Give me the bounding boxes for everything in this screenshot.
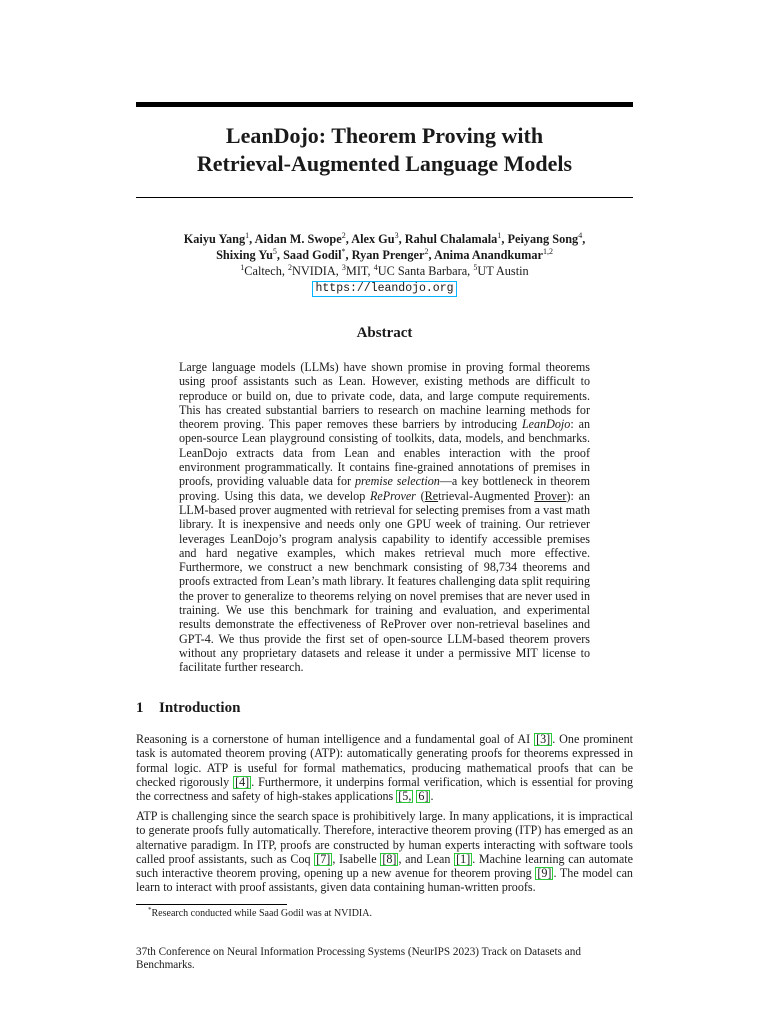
abstract-underline-re: Re — [424, 488, 439, 503]
citation-link[interactable]: [3] — [536, 732, 551, 746]
abstract-text: Large language models (LLMs) have shown promise in proving formal theorems using proof assistants such as Lean. However, existing methods are difficult to reproduce or build on, due to private code, data, and large compute requirements. This has created substantial barriers to research on machine learning methods for theorem proving. This paper removes these barriers by introducing — [179, 360, 590, 432]
author-name: Aidan M. Swope — [254, 232, 342, 246]
paragraph-text: . Machine learning can automate such interactive theorem proving, opening up a new avenue for theorem proving — [136, 851, 633, 881]
citation-link[interactable]: [5, — [398, 789, 412, 804]
author-name: Saad Godil — [283, 248, 342, 262]
citation-link[interactable]: [9] — [537, 866, 552, 881]
title-line-2: Retrieval-Augmented Language Models — [196, 151, 573, 176]
paragraph-text: . One prominent task is automated theorem proving (ATP): automatically generating proofs for theorems expressed in formal logic. ATP is useful for formal mathematics, producing mathematical proofs that can be checked rigorously — [136, 732, 633, 789]
paragraph-text: . The model can learn to interact with proof assistants, given data containing human-written proofs. — [136, 866, 633, 895]
paragraph-text: , Isabelle — [332, 851, 381, 866]
affil-name: UC Santa Barbara — [377, 264, 468, 278]
author-name: Ryan Prenger — [351, 248, 425, 262]
abstract-emph-leandojo: LeanDojo — [521, 417, 571, 432]
intro-paragraph-1 — [136, 732, 633, 803]
affil-name: NVIDIA — [292, 264, 336, 278]
paragraph-text: . Furthermore, it underpins formal verification, which is essential for proving the correctness and safety of high-stakes applications — [136, 774, 633, 804]
abstract-text: ( — [415, 488, 425, 503]
author-name: Peiyang Song — [507, 232, 579, 246]
footnote-mark: * — [148, 906, 152, 914]
title-top-rule — [136, 102, 633, 107]
paper-title — [136, 122, 633, 178]
author-affil-mark: 5 — [272, 247, 277, 256]
author-name: Rahul Chalamala — [404, 232, 498, 246]
paragraph-text: Reasoning is a cornerstone of human intelligence and a fundamental goal of AI — [136, 732, 535, 746]
section-number: 1 — [136, 700, 144, 716]
author-name: Anima Anandkumar — [433, 248, 543, 262]
citation-link[interactable]: 6] — [418, 789, 429, 804]
affil-name: MIT — [345, 264, 368, 278]
author-line-1: Kaiyu Yang$^1$, Aidan M. Swope$^2$, Alex Gu$^3$, Rahul Chalamala$^1$, Peiyang Song$^4$, — [183, 231, 586, 246]
title-line-1: LeanDojo: Theorem Proving with — [225, 123, 544, 148]
paragraph-text: , and Lean — [398, 851, 455, 866]
footnote — [148, 908, 372, 920]
affil-mark: 5 — [473, 263, 478, 272]
citation-link[interactable]: [7] — [316, 851, 331, 866]
affiliations-line: $^1$Caltech, $^2$NVIDIA, $^3$MIT, $^4$UC Santa Barbara, $^5$UT Austin — [240, 263, 529, 278]
affil-mark: 1 — [240, 263, 245, 272]
paragraph-text: ATP is challenging since the search space is prohibitively large. In many applications, it is impractical to generate proofs fully automatically. Therefore, interactive theorem proving (ITP) has emerged as an alternative paradigm. In ITP, proofs are constructed by human experts interacting with software tools called proof assistants, such as Coq — [136, 809, 633, 866]
author-name: Shixing Yu — [216, 248, 273, 262]
section-heading-introduction — [136, 700, 633, 717]
conference-note: 37th Conference on Neural Information Processing Systems (NeurIPS 2023) Track on Datasets and Benchmarks. — [136, 946, 581, 971]
affil-mark: 4 — [373, 263, 378, 272]
paragraph-text: . — [430, 789, 434, 804]
url-line — [136, 279, 633, 297]
intro-paragraph-2 — [136, 809, 633, 895]
author-affil-mark: 2 — [424, 247, 429, 256]
author-affil-mark: 1 — [497, 231, 502, 240]
citation-link[interactable]: [8] — [382, 851, 397, 866]
abstract-text: ): an LLM-based prover augmented with retrieval for selecting premises from a vast math library. It is inexpensive and needs only one GPU week of training. Our retriever leverages LeanDojo’s program analysis capability to identify accessible premises and hard negative examples, which makes retrieval much more effective. Furthermore, we construct a new benchmark consisting of 98,734 theorems and proofs extracted from Lean’s math library. It features challenging data split requiring the prover to generalize to theorems relying on novel premises that are never used in training. We use this benchmark for training and evaluation, and experimental results demonstrate the effectiveness of ReProver over non-retrieval baselines and GPT-4. We thus provide the first set of open-source LLM-based theorem provers without any proprietary datasets and release it under a permissive MIT license to facilitate further research. — [179, 488, 590, 675]
abstract-text: : an open-source Lean playground consisting of toolkits, data, models, and benchmarks. LeanDojo extracts data from Lean and enables interaction with the proof environment programmatically. It contains fine-grained annotations of premises in proofs, providing valuable data for — [179, 417, 590, 489]
affil-mark: 3 — [341, 263, 346, 272]
abstract-body — [179, 360, 590, 675]
author-line-2: Shixing Yu$^5$, Saad Godil*, Ryan Prenger$^2$, Anima Anandkumar$^{1,2}$ — [216, 247, 553, 262]
affil-mark: 2 — [288, 263, 293, 272]
abstract-text: —a key bottleneck in theorem proving. Using this data, we develop — [179, 474, 590, 503]
abstract-emph-premise-selection: premise selection — [355, 474, 440, 489]
project-url-link[interactable]: https://leandojo.org — [312, 281, 456, 297]
abstract-heading: Abstract — [356, 325, 413, 341]
author-affil-mark: 4 — [578, 231, 583, 240]
author-affil-mark: 1 — [245, 231, 250, 240]
author-block — [136, 231, 633, 297]
author-name: Alex Gu — [351, 232, 395, 246]
abstract-emph-reprover: ReProver — [370, 488, 416, 503]
footnote-text: Research conducted while Saad Godil was at NVIDIA. — [151, 908, 372, 919]
author-affil-mark: 3 — [394, 231, 399, 240]
abstract-underline-prover: Prover — [534, 488, 567, 503]
section-title: Introduction — [159, 700, 241, 716]
citation-link[interactable]: [4] — [235, 774, 250, 789]
affil-name: Caltech — [244, 264, 282, 278]
author-affil-mark: 2 — [341, 231, 346, 240]
author-affil-mark: * — [341, 247, 346, 256]
abstract-text: trieval-Augmented — [438, 488, 535, 503]
author-affil-mark: 1,2 — [542, 247, 553, 256]
author-name: Kaiyu Yang — [183, 232, 246, 246]
affil-name: UT Austin — [477, 264, 529, 278]
title-bottom-rule — [136, 197, 633, 198]
footnote-rule — [136, 904, 287, 905]
citation-link[interactable]: [1] — [456, 851, 471, 866]
